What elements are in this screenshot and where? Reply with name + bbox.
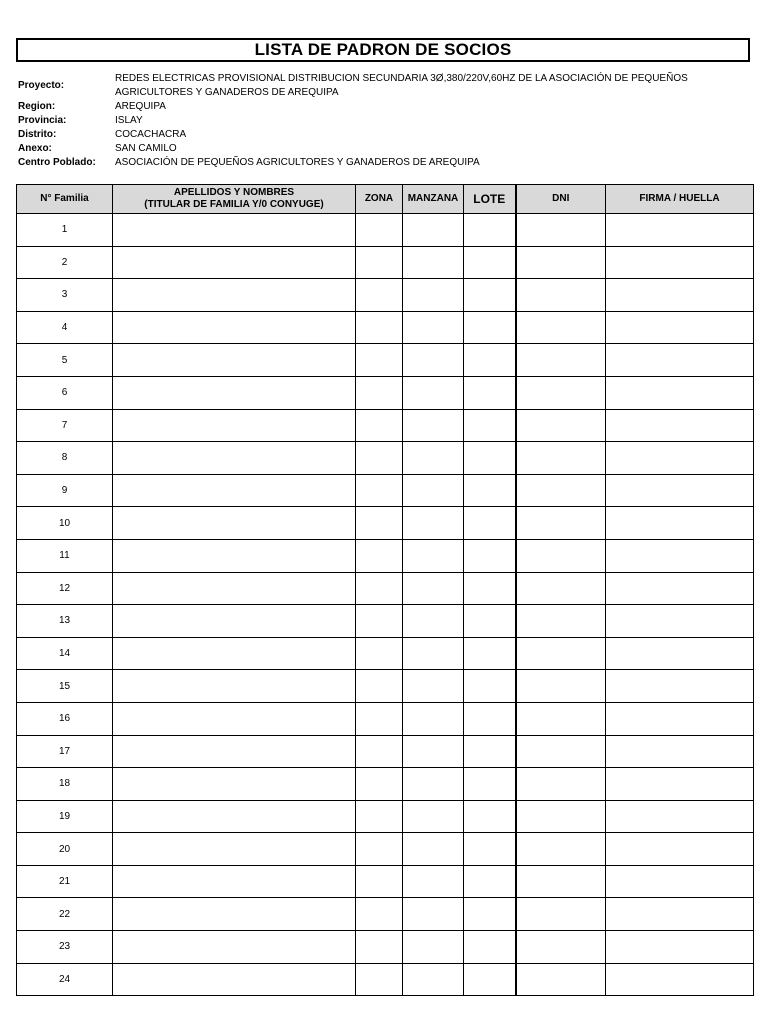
firma-cell[interactable] <box>606 442 754 475</box>
table-row <box>17 800 754 833</box>
lote-cell[interactable] <box>464 279 516 312</box>
table-header-row <box>17 185 754 214</box>
firma-cell[interactable] <box>606 409 754 442</box>
lote-cell[interactable] <box>464 344 516 377</box>
dni-cell[interactable] <box>516 605 606 638</box>
firma-cell[interactable] <box>606 670 754 703</box>
firma-cell[interactable] <box>606 931 754 964</box>
table-row <box>17 311 754 344</box>
zona-cell[interactable] <box>356 214 403 247</box>
project-info <box>18 72 748 170</box>
lote-cell[interactable] <box>464 931 516 964</box>
dni-cell[interactable] <box>516 279 606 312</box>
lote-cell[interactable] <box>464 409 516 442</box>
header-lote: LOTE <box>464 185 516 214</box>
provincia-value: ISLAY <box>115 115 143 126</box>
firma-cell[interactable] <box>606 637 754 670</box>
zona-cell[interactable] <box>356 963 403 996</box>
familia-cell: 15 <box>17 670 113 703</box>
dni-cell[interactable] <box>516 311 606 344</box>
lote-cell[interactable] <box>464 474 516 507</box>
manzana-cell[interactable] <box>403 376 464 409</box>
lote-cell[interactable] <box>464 246 516 279</box>
nombres-cell[interactable] <box>113 311 356 344</box>
firma-cell[interactable] <box>606 865 754 898</box>
zona-cell[interactable] <box>356 898 403 931</box>
lote-cell[interactable] <box>464 702 516 735</box>
table-row <box>17 344 754 377</box>
table-row <box>17 702 754 735</box>
dni-cell[interactable] <box>516 344 606 377</box>
firma-cell[interactable] <box>606 572 754 605</box>
manzana-cell[interactable] <box>403 344 464 377</box>
nombres-cell[interactable] <box>113 605 356 638</box>
manzana-cell[interactable] <box>403 409 464 442</box>
socios-table <box>16 184 754 996</box>
manzana-cell[interactable] <box>403 670 464 703</box>
firma-cell[interactable] <box>606 311 754 344</box>
lote-cell[interactable] <box>464 442 516 475</box>
nombres-cell[interactable] <box>113 800 356 833</box>
manzana-cell[interactable] <box>403 279 464 312</box>
table-row <box>17 670 754 703</box>
dni-cell[interactable] <box>516 931 606 964</box>
manzana-cell[interactable] <box>403 702 464 735</box>
nombres-cell[interactable] <box>113 572 356 605</box>
firma-cell[interactable] <box>606 214 754 247</box>
zona-cell[interactable] <box>356 409 403 442</box>
firma-cell[interactable] <box>606 507 754 540</box>
provincia-label: Provincia: <box>18 115 67 126</box>
dni-cell[interactable] <box>516 898 606 931</box>
dni-cell[interactable] <box>516 865 606 898</box>
header-familia: N° Familia <box>17 185 113 214</box>
nombres-cell[interactable] <box>113 539 356 572</box>
zona-cell[interactable] <box>356 279 403 312</box>
zona-cell[interactable] <box>356 768 403 801</box>
manzana-cell[interactable] <box>403 963 464 996</box>
manzana-cell[interactable] <box>403 637 464 670</box>
dni-cell[interactable] <box>516 246 606 279</box>
lote-cell[interactable] <box>464 768 516 801</box>
zona-cell[interactable] <box>356 800 403 833</box>
table-row <box>17 474 754 507</box>
nombres-cell[interactable] <box>113 214 356 247</box>
table-row <box>17 442 754 475</box>
table-row <box>17 376 754 409</box>
zona-cell[interactable] <box>356 474 403 507</box>
manzana-cell[interactable] <box>403 539 464 572</box>
nombres-cell[interactable] <box>113 442 356 475</box>
familia-cell: 21 <box>17 865 113 898</box>
manzana-cell[interactable] <box>403 931 464 964</box>
table-row <box>17 214 754 247</box>
zona-cell[interactable] <box>356 572 403 605</box>
firma-cell[interactable] <box>606 963 754 996</box>
firma-cell[interactable] <box>606 605 754 638</box>
anexo-row <box>18 142 748 156</box>
dni-cell[interactable] <box>516 833 606 866</box>
nombres-cell[interactable] <box>113 376 356 409</box>
dni-cell[interactable] <box>516 702 606 735</box>
distrito-row <box>18 128 748 142</box>
table-row <box>17 865 754 898</box>
region-label: Region: <box>18 101 56 112</box>
familia-cell: 12 <box>17 572 113 605</box>
lote-cell[interactable] <box>464 214 516 247</box>
dni-cell[interactable] <box>516 376 606 409</box>
nombres-cell[interactable] <box>113 963 356 996</box>
nombres-cell[interactable] <box>113 670 356 703</box>
header-dni: DNI <box>516 185 606 214</box>
dni-cell[interactable] <box>516 670 606 703</box>
header-nombres-line2: (TITULAR DE FAMILIA Y/0 CONYUGE) <box>144 199 324 210</box>
lote-cell[interactable] <box>464 800 516 833</box>
table-row <box>17 605 754 638</box>
proyecto-label: Proyecto: <box>18 80 65 91</box>
zona-cell[interactable] <box>356 311 403 344</box>
dni-cell[interactable] <box>516 409 606 442</box>
table-row <box>17 735 754 768</box>
firma-cell[interactable] <box>606 833 754 866</box>
dni-cell[interactable] <box>516 214 606 247</box>
centro-poblado-label: Centro Poblado: <box>18 157 96 168</box>
zona-cell[interactable] <box>356 605 403 638</box>
manzana-cell[interactable] <box>403 833 464 866</box>
zona-cell[interactable] <box>356 539 403 572</box>
manzana-cell[interactable] <box>403 214 464 247</box>
familia-cell: 19 <box>17 800 113 833</box>
lote-cell[interactable] <box>464 605 516 638</box>
firma-cell[interactable] <box>606 768 754 801</box>
proyecto-row <box>18 72 748 100</box>
anexo-value: SAN CAMILO <box>115 143 177 154</box>
familia-cell: 7 <box>17 409 113 442</box>
lote-cell[interactable] <box>464 539 516 572</box>
nombres-cell[interactable] <box>113 865 356 898</box>
familia-cell: 8 <box>17 442 113 475</box>
nombres-cell[interactable] <box>113 279 356 312</box>
dni-cell[interactable] <box>516 768 606 801</box>
zona-cell[interactable] <box>356 833 403 866</box>
familia-cell: 22 <box>17 898 113 931</box>
table-body <box>17 214 754 996</box>
firma-cell[interactable] <box>606 246 754 279</box>
dni-cell[interactable] <box>516 735 606 768</box>
dni-cell[interactable] <box>516 507 606 540</box>
manzana-cell[interactable] <box>403 898 464 931</box>
familia-cell: 3 <box>17 279 113 312</box>
familia-cell: 14 <box>17 637 113 670</box>
lote-cell[interactable] <box>464 376 516 409</box>
firma-cell[interactable] <box>606 800 754 833</box>
table-row <box>17 768 754 801</box>
familia-cell: 16 <box>17 702 113 735</box>
lote-cell[interactable] <box>464 507 516 540</box>
centro-poblado-value: ASOCIACIÓN DE PEQUEÑOS AGRICULTORES Y GANADEROS DE AREQUIPA <box>115 157 480 168</box>
familia-cell: 20 <box>17 833 113 866</box>
zona-cell[interactable] <box>356 670 403 703</box>
familia-cell: 1 <box>17 214 113 247</box>
zona-cell[interactable] <box>356 246 403 279</box>
manzana-cell[interactable] <box>403 572 464 605</box>
manzana-cell[interactable] <box>403 768 464 801</box>
dni-cell[interactable] <box>516 539 606 572</box>
nombres-cell[interactable] <box>113 344 356 377</box>
table-row <box>17 409 754 442</box>
table-row <box>17 833 754 866</box>
nombres-cell[interactable] <box>113 507 356 540</box>
lote-cell[interactable] <box>464 735 516 768</box>
distrito-value: COCACHACRA <box>115 129 187 140</box>
familia-cell: 10 <box>17 507 113 540</box>
manzana-cell[interactable] <box>403 605 464 638</box>
firma-cell[interactable] <box>606 344 754 377</box>
nombres-cell[interactable] <box>113 637 356 670</box>
lote-cell[interactable] <box>464 311 516 344</box>
manzana-cell[interactable] <box>403 865 464 898</box>
lote-cell[interactable] <box>464 833 516 866</box>
familia-cell: 2 <box>17 246 113 279</box>
nombres-cell[interactable] <box>113 898 356 931</box>
firma-cell[interactable] <box>606 539 754 572</box>
firma-cell[interactable] <box>606 702 754 735</box>
manzana-cell[interactable] <box>403 735 464 768</box>
familia-cell: 24 <box>17 963 113 996</box>
nombres-cell[interactable] <box>113 474 356 507</box>
table-row <box>17 898 754 931</box>
familia-cell: 18 <box>17 768 113 801</box>
zona-cell[interactable] <box>356 702 403 735</box>
header-nombres-line1: APELLIDOS Y NOMBRES <box>173 187 295 198</box>
zona-cell[interactable] <box>356 637 403 670</box>
page-title: LISTA DE PADRON DE SOCIOS <box>16 38 750 62</box>
proyecto-value: REDES ELECTRICAS PROVISIONAL DISTRIBUCION SECUNDARIA 3Ø,380/220V,60HZ DE LA ASOCIACIÓN DE PEQUEÑOS AGRICULTORES Y GANADEROS DE AREQUIPA <box>115 73 688 98</box>
lote-cell[interactable] <box>464 572 516 605</box>
zona-cell[interactable] <box>356 865 403 898</box>
nombres-cell[interactable] <box>113 702 356 735</box>
header-manzana: MANZANA <box>403 185 464 214</box>
header-firma: FIRMA / HUELLA <box>606 185 754 214</box>
dni-cell[interactable] <box>516 800 606 833</box>
lote-cell[interactable] <box>464 670 516 703</box>
table-row <box>17 637 754 670</box>
firma-cell[interactable] <box>606 376 754 409</box>
table-row <box>17 572 754 605</box>
lote-cell[interactable] <box>464 865 516 898</box>
lote-cell[interactable] <box>464 637 516 670</box>
nombres-cell[interactable] <box>113 768 356 801</box>
firma-cell[interactable] <box>606 474 754 507</box>
nombres-cell[interactable] <box>113 409 356 442</box>
familia-cell: 9 <box>17 474 113 507</box>
manzana-cell[interactable] <box>403 246 464 279</box>
familia-cell: 11 <box>17 539 113 572</box>
region-value: AREQUIPA <box>115 101 166 112</box>
zona-cell[interactable] <box>356 735 403 768</box>
dni-cell[interactable] <box>516 442 606 475</box>
zona-cell[interactable] <box>356 931 403 964</box>
manzana-cell[interactable] <box>403 474 464 507</box>
familia-cell: 17 <box>17 735 113 768</box>
distrito-label: Distrito: <box>18 129 57 140</box>
header-nombres <box>113 185 356 214</box>
table-row <box>17 507 754 540</box>
familia-cell: 13 <box>17 605 113 638</box>
firma-cell[interactable] <box>606 279 754 312</box>
lote-cell[interactable] <box>464 898 516 931</box>
firma-cell[interactable] <box>606 735 754 768</box>
table-row <box>17 539 754 572</box>
nombres-cell[interactable] <box>113 833 356 866</box>
table-row <box>17 931 754 964</box>
zona-cell[interactable] <box>356 376 403 409</box>
nombres-cell[interactable] <box>113 246 356 279</box>
familia-cell: 4 <box>17 311 113 344</box>
familia-cell: 6 <box>17 376 113 409</box>
header-zona: ZONA <box>356 185 403 214</box>
zona-cell[interactable] <box>356 507 403 540</box>
familia-cell: 5 <box>17 344 113 377</box>
dni-cell[interactable] <box>516 474 606 507</box>
manzana-cell[interactable] <box>403 507 464 540</box>
manzana-cell[interactable] <box>403 442 464 475</box>
provincia-row <box>18 114 748 128</box>
lote-cell[interactable] <box>464 963 516 996</box>
anexo-label: Anexo: <box>18 143 52 154</box>
dni-cell[interactable] <box>516 572 606 605</box>
nombres-cell[interactable] <box>113 931 356 964</box>
firma-cell[interactable] <box>606 898 754 931</box>
zona-cell[interactable] <box>356 442 403 475</box>
region-row <box>18 100 748 114</box>
table-row <box>17 963 754 996</box>
manzana-cell[interactable] <box>403 311 464 344</box>
table-row <box>17 279 754 312</box>
manzana-cell[interactable] <box>403 800 464 833</box>
nombres-cell[interactable] <box>113 735 356 768</box>
dni-cell[interactable] <box>516 637 606 670</box>
dni-cell[interactable] <box>516 963 606 996</box>
centro-poblado-row <box>18 156 748 170</box>
zona-cell[interactable] <box>356 344 403 377</box>
familia-cell: 23 <box>17 931 113 964</box>
table-row <box>17 246 754 279</box>
